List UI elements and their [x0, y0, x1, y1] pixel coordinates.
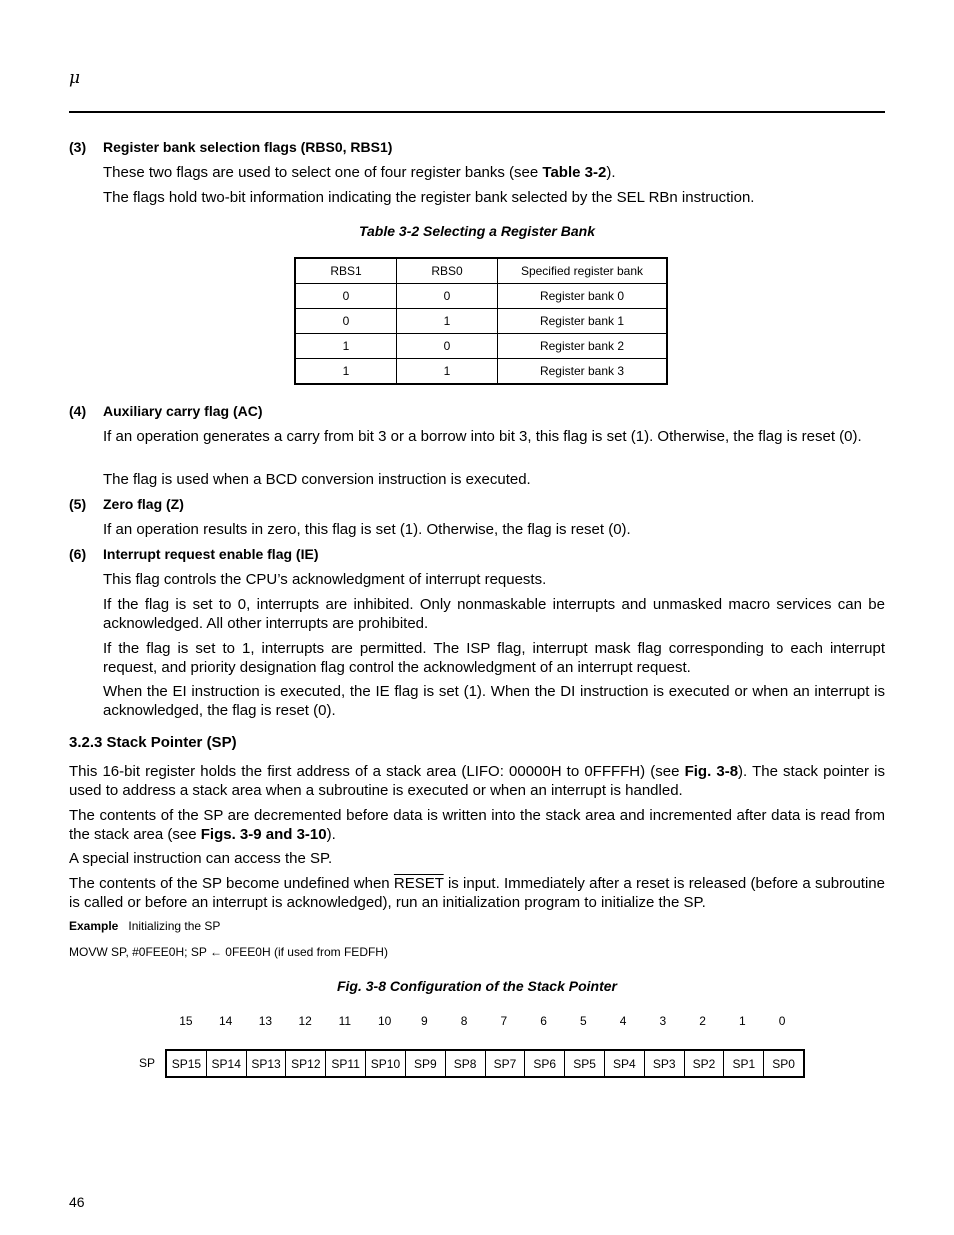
- table-cell: 0: [295, 284, 397, 309]
- register-bit-cell: SP4: [604, 1051, 644, 1076]
- register-bit-cell: SP13: [246, 1051, 286, 1076]
- section-number: (5): [69, 496, 87, 512]
- s6-paragraph-4: When the EI instruction is executed, the IE flag is set (1). When the DI instruction is executed or when an interrupt is acknowledged, the flag is reset (0).: [103, 683, 885, 719]
- table-row: [295, 334, 667, 359]
- bit-number: 13: [258, 1014, 273, 1028]
- bit-number: 3: [659, 1014, 667, 1028]
- table-row: [295, 309, 667, 334]
- bit-number: 9: [421, 1014, 428, 1028]
- section-title: Interrupt request enable flag (IE): [103, 546, 319, 562]
- s6-paragraph-1: This flag controls the CPU’s acknowledgment of interrupt requests.: [103, 571, 547, 588]
- header-cell: RBS1: [295, 258, 397, 284]
- register-bit-cell: SP3: [644, 1051, 684, 1076]
- register-bit-cell: SP12: [285, 1051, 325, 1076]
- section-3-heading: [69, 139, 392, 155]
- section-title: Zero flag (Z): [103, 496, 184, 512]
- register-bit-cell: SP5: [564, 1051, 604, 1076]
- register-bit-cell: SP6: [524, 1051, 564, 1076]
- section-5-heading: [69, 496, 184, 512]
- table-header-row: [295, 258, 667, 284]
- header-cell: Specified register bank: [498, 258, 668, 284]
- subsection-heading: 3.2.3 Stack Pointer (SP): [69, 734, 237, 751]
- s5-paragraph-1: If an operation results in zero, this flag is set (1). Otherwise, the flag is reset (0).: [103, 521, 631, 538]
- table-cell: 0: [397, 284, 498, 309]
- bit-number: 14: [218, 1014, 233, 1028]
- register-label: SP: [139, 1056, 156, 1070]
- section-number: (4): [69, 403, 87, 419]
- register-bank-table: [294, 257, 668, 385]
- bit-number: 11: [338, 1014, 352, 1028]
- table-cell: Register bank 0: [498, 284, 668, 309]
- bit-number: 12: [298, 1014, 312, 1028]
- table-cell: 1: [397, 309, 498, 334]
- bit-number: 8: [460, 1014, 468, 1028]
- register-bit-cell: SP14: [206, 1051, 246, 1076]
- table-row: [295, 284, 667, 309]
- code-line: MOVW SP, #0FEE0H; SP ← 0FEE0H (if used from FEDFH): [69, 945, 388, 959]
- sp-paragraph-2: The contents of the SP are decremented before data is written into the stack area and incremented after data is read from the stack area (see Figs. 3-9 and 3-10).: [69, 807, 885, 843]
- example-text: Initializing the SP: [128, 919, 221, 933]
- header-rule: [69, 111, 885, 113]
- bit-number: 6: [540, 1014, 547, 1028]
- register-bit-cell: SP11: [325, 1051, 365, 1076]
- bit-number: 15: [179, 1014, 193, 1028]
- s4-paragraph-1: If an operation generates a carry from bit 3 or a borrow into bit 3, this flag is set (1). Otherwise, the flag is reset (0).: [103, 428, 862, 445]
- bit-number: 10: [377, 1014, 392, 1028]
- section-number: (3): [69, 139, 87, 155]
- table-cell: 0: [295, 309, 397, 334]
- table-cell: 1: [295, 334, 397, 359]
- example-line: [69, 919, 220, 933]
- table-caption: Table 3-2 Selecting a Register Bank: [358, 223, 595, 239]
- section-4-heading: [69, 403, 263, 419]
- register-bit-cell: SP1: [723, 1051, 763, 1076]
- header-cell: RBS0: [397, 258, 498, 284]
- s3-paragraph-1: These two flags are used to select one of four register banks (see Table 3-2).: [103, 164, 616, 181]
- section-title: Register bank selection flags (RBS0, RBS1): [103, 139, 393, 155]
- register-bit-cell: SP8: [445, 1051, 485, 1076]
- table-cell: Register bank 2: [498, 334, 668, 359]
- register-bit-cell: SP2: [684, 1051, 724, 1076]
- mu-symbol: μ: [69, 68, 81, 88]
- page-number: 46: [69, 1194, 85, 1210]
- figure-caption: Fig. 3-8 Configuration of the Stack Pointer: [336, 978, 617, 994]
- s4-paragraph-2: The flag is used when a BCD conversion instruction is executed.: [103, 471, 531, 488]
- bit-number: 7: [500, 1014, 508, 1028]
- sp-paragraph-3: A special instruction can access the SP.: [69, 850, 333, 867]
- example-label: Example: [69, 919, 119, 933]
- s6-paragraph-3: If the flag is set to 1, interrupts are permitted. The ISP flag, interrupt mask flag corresponding to each interrupt request, and priority designation flag control the acknowledgment of an interrupt request.: [103, 640, 885, 676]
- table-cell: Register bank 3: [498, 359, 668, 385]
- stack-pointer-register: [165, 1049, 805, 1078]
- register-bit-cell: SP9: [405, 1051, 445, 1076]
- register-bit-cell: SP15: [171, 1056, 202, 1071]
- bit-number: 2: [699, 1014, 706, 1028]
- table-cell: Register bank 1: [498, 309, 668, 334]
- sp-paragraph-1: This 16-bit register holds the first address of a stack area (LIFO: 00000H to 0FFFFH) (see Fig. 3-8). The stack pointer is used to address a stack area when a subroutine is executed or when an interrupt is handled.: [69, 763, 885, 799]
- register-bit-cell: SP7: [485, 1051, 525, 1076]
- table-cell: 0: [397, 334, 498, 359]
- sp-paragraph-4: The contents of the SP become undefined when RESET is input. Immediately after a reset is released (before a subroutine is called or before an interrupt is acknowledged), run an initialization program to initialize the SP.: [69, 875, 885, 911]
- bit-number: 5: [580, 1014, 587, 1028]
- reset-signal: RESET: [393, 875, 444, 892]
- table-row: [295, 359, 667, 385]
- bit-number-row: [166, 1014, 802, 1028]
- register-bit-cell: SP10: [365, 1051, 405, 1076]
- section-6-heading: [69, 546, 318, 562]
- bit-number: 4: [619, 1014, 627, 1028]
- section-title: Auxiliary carry flag (AC): [103, 403, 263, 419]
- s3-paragraph-2: The flags hold two-bit information indicating the register bank selected by the SEL RBn instruction.: [103, 189, 755, 206]
- s6-paragraph-2: If the flag is set to 0, interrupts are inhibited. Only nonmaskable interrupts and unmasked macro services can be acknowledged. All other interrupts are prohibited.: [103, 596, 885, 632]
- table-cell: 1: [397, 359, 498, 385]
- bit-number: 1: [739, 1014, 746, 1028]
- register-bit-cell: SP0: [763, 1051, 803, 1076]
- section-number: (6): [69, 546, 87, 562]
- bit-number: 0: [778, 1014, 786, 1028]
- table-cell: 1: [295, 359, 397, 385]
